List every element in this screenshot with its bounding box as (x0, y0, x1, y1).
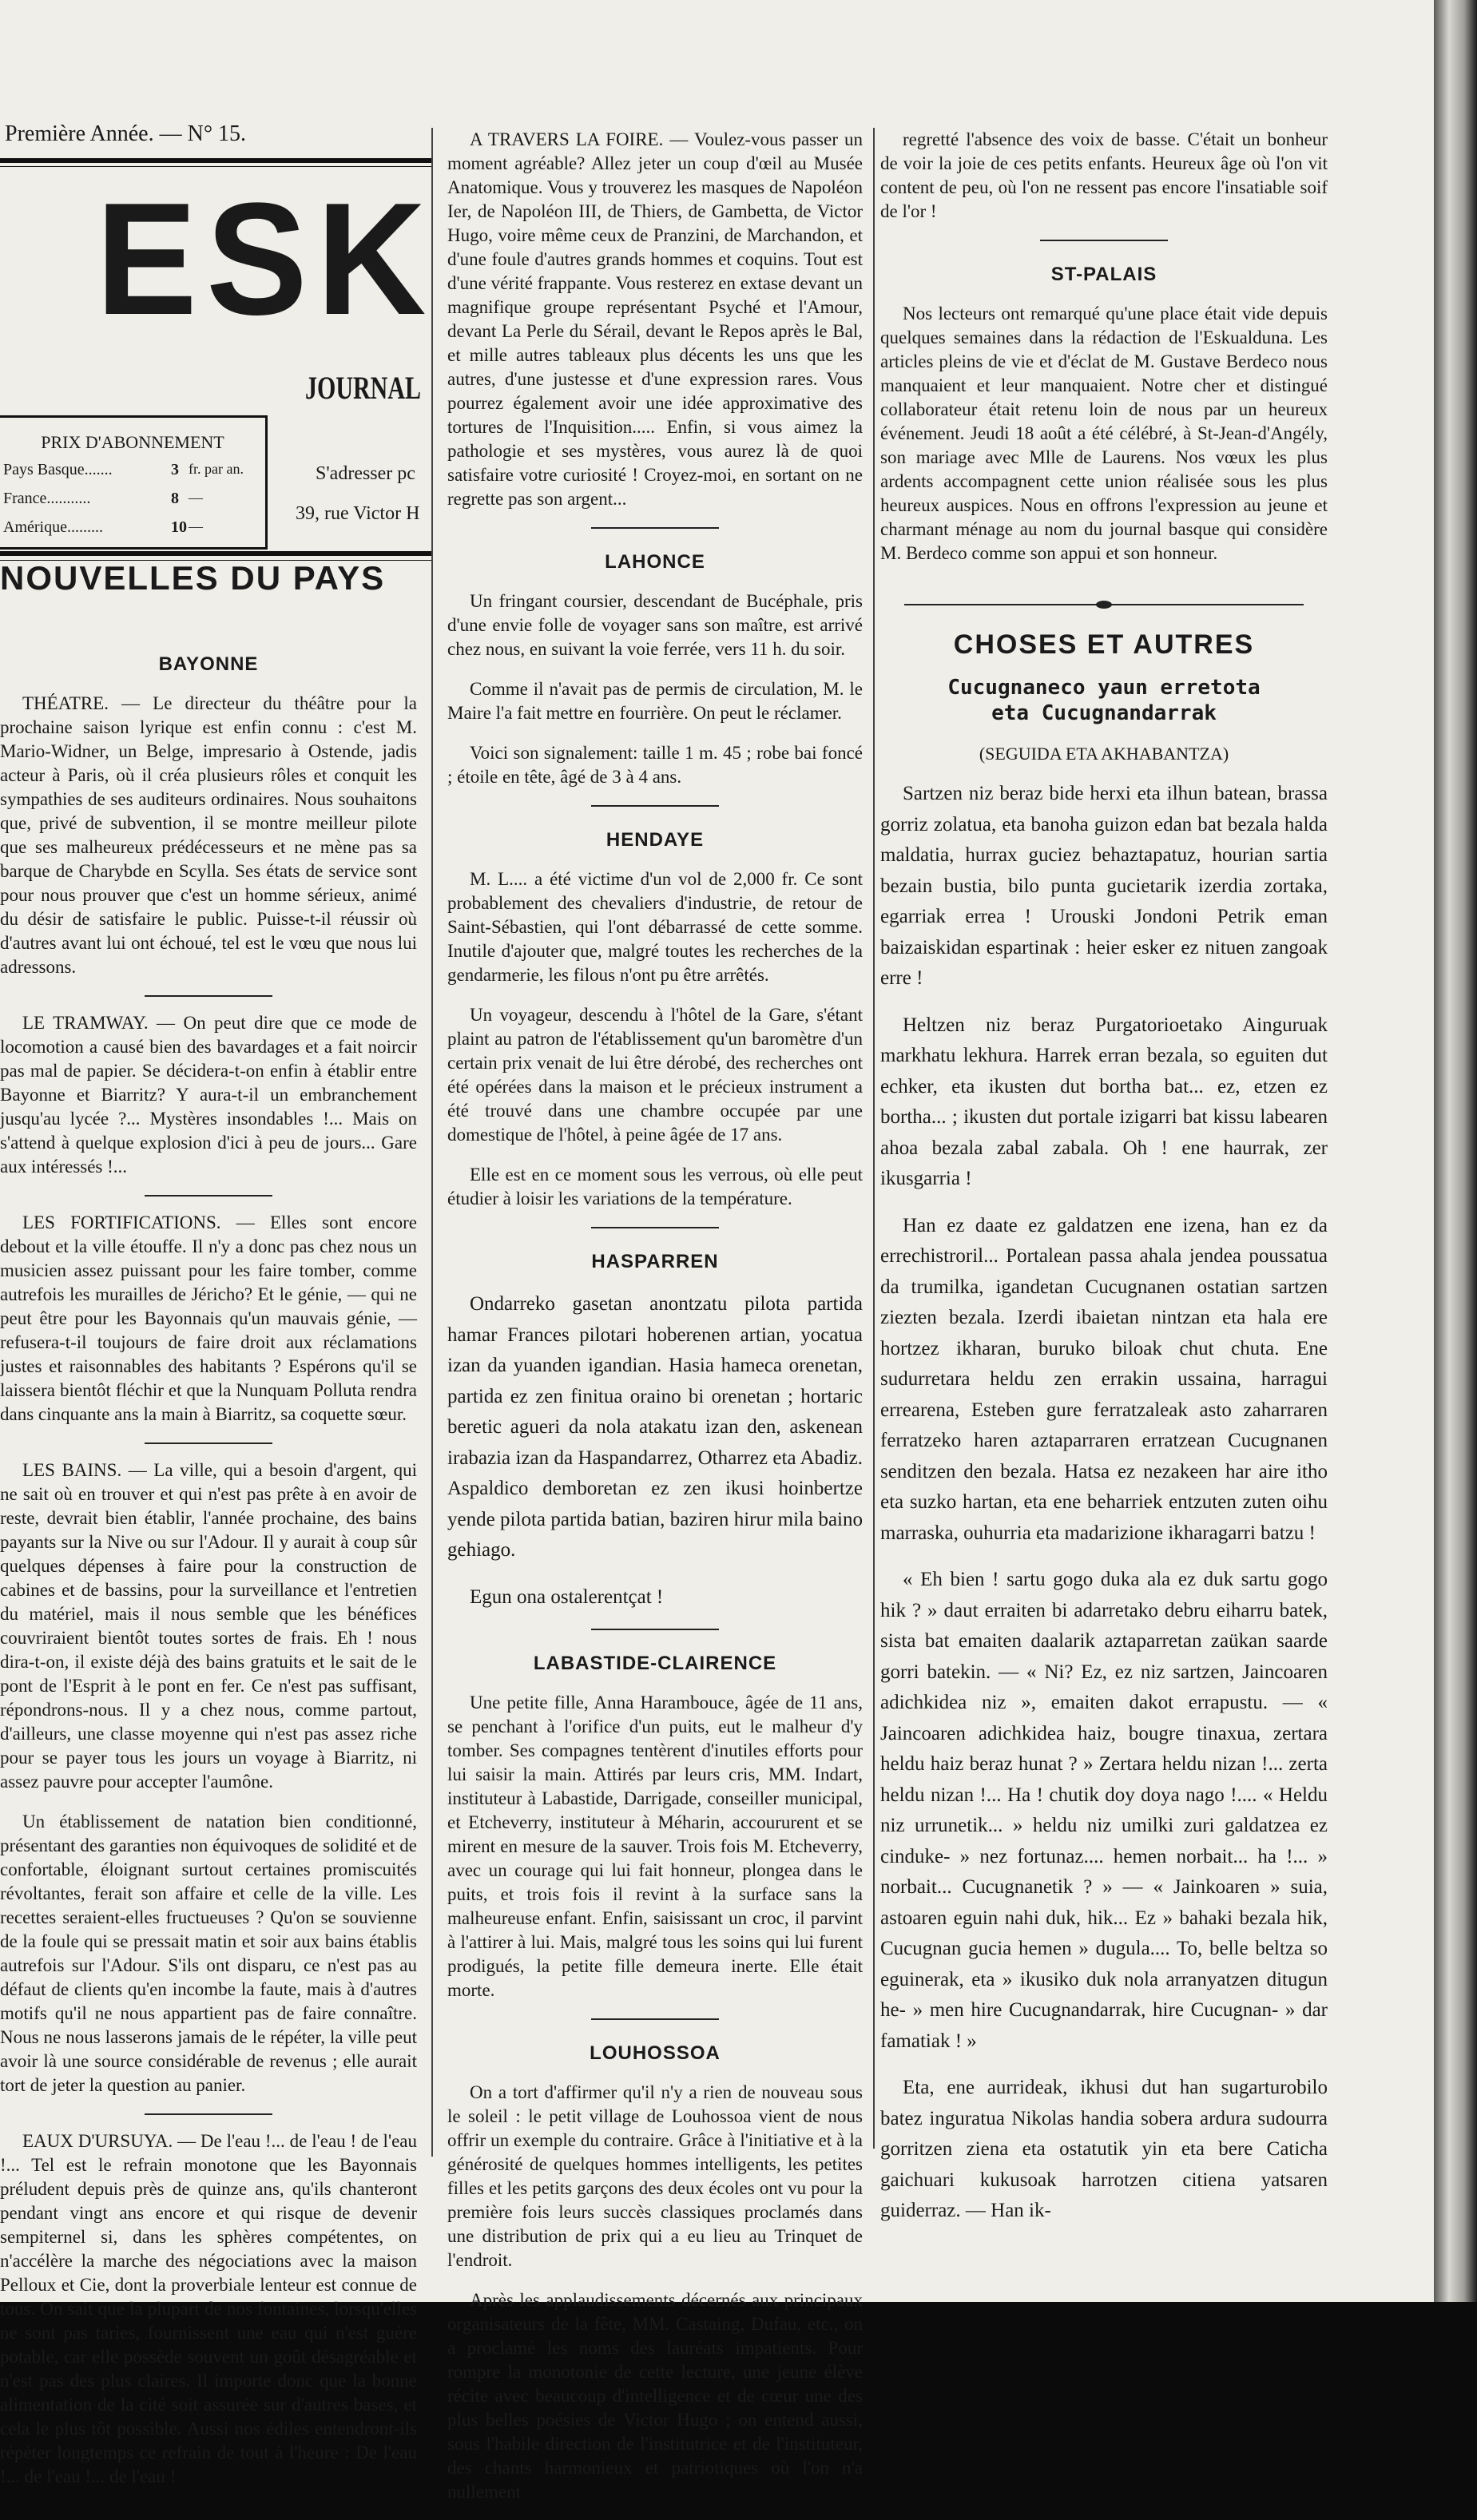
issue-number: Première Année. — N° 15. (5, 121, 247, 146)
heading-bayonne: BAYONNE (158, 653, 259, 675)
heading-choses-et-autres: CHOSES ET AUTRES (953, 629, 1255, 660)
louhossoa-p2: Après les applaudissements décernés aux principaux organisateurs de la fête, MM. Castaing, Dufau, etc., on a proclamé les noms des lauréats impatients. Pour rompre la monotonie de cette lecture, une jeune élève récite avec beaucoup d'intelligence et de cœur une des plus belles poésies de Victor Hugo ; on entend aussi, sous l'habile direction de l'institutrice et de l'instituteur, des chants harmonieux et patriotiques où l'on n'a nullement (447, 2290, 863, 2502)
divider (1040, 240, 1168, 241)
heading-louhossoa: LOUHOSSOA (590, 2042, 721, 2064)
row-value: 8 (171, 490, 179, 507)
article-foire: A TRAVERS LA FOIRE. — Voulez-vous passer un moment agréable? Allez jeter un coup d'œil au Musée Anatomique. Vous y trouverez les masques de Napoléon Ier, de Napoléon III, de Thiers, de Gambetta, de Victor Hugo, voire même ceux de Pranzini, de Marchandon, et d'une foule d'autres grands hommes et coquins. Tout est d'une vérité frappante. Vous resterez en extase devant un magnifique groupe représentant Psyché et l'Amour, devant La Perle du Sérail, devant le Repos après le Bal, et mille autres tableaux plus décents les uns que les autres, d'une justesse et d'une expression rares. Vous pourrez également avoir une idée approximative des tortures de l'Inquisition..... Enfin, si vous aimez la pathologie et ses mystères, vous aurez là de quoi satisfaire votre curiosité ! Croyez-moi, en sortant on ne regrette pas son argent... (447, 129, 863, 509)
story-p5: Eta, ene aurrideak, ikhusi dut han sugarturobilo batez inguratua Nikolas handia sobera ardura sudourra gorritzen ziena eta ostatutik yin eta bere Caticha gaichuari kukusoak harrotzen citiena yatsaren guiderraz. — Han ik- (880, 2077, 1328, 2221)
divider (591, 805, 719, 807)
masthead-rule-thin (0, 166, 431, 167)
masthead-bottom-rule (0, 551, 431, 556)
story-title-1: Cucugnaneco yaun erretota (947, 676, 1261, 700)
subscription-row (3, 461, 265, 482)
story-p3: Han ez daate ez galdatzen ene izena, han ez da errechistroril... Portalean passa ahala jendea poussatua da trumilka, igandetan Cucugnanen ostatian sartzen ziezten bezala. Izerdi ibaietan nintzan eta hala ere hortzez ikharan, buruko biloak chut chuta. Ene sudurretara heldu zen errakin ussaina, harragui errearena, Esteben gure ferratzaleak asto zaharraren ferratzeko haren aztaparraren erratzean Cucugnanen senditzen den bezala. Hatsa ez nezakeen har aire itho eta suzko hartan, eta ene beharriek entzuten zuten oihu marraska, ouhurria eta madarizione ikharagarri batzu ! (880, 1214, 1328, 1544)
hasparren-p1: Ondarreko gasetan anontzatu pilota partida hamar Frances pilotari hoberenen artian, yocatua izan da yuanden igandian. Hasia hameca orenetan, partida ez zen finitua oraino bi orenetan ; hortaric beretic agueri da nola atakatu izan den, askenean irabazia izan da Haspandarrez, Otharrez eta Abadiz. Aspaldico demboretan ez zen ikusi hoinbertze yende pilota partida batian, baziren hirur mila baino gehiago. (447, 1293, 863, 1561)
row-label: Pays Basque....... (3, 461, 113, 478)
row-label: France........... (3, 490, 91, 507)
story-p1: Sartzen niz beraz bide herxi eta ilhun batean, brassa gorriz zolatua, eta banoha guizon edan bat bezala halda maldatia, hurrax guciez behaztapatuz, hourian sartia bezain bustia, bilo punta gucietarik izerdia zortaka, egarriak errea ! Urouski Jondoni Petrik eman baizaiskidan espartinak : heier esker ez nituen zangoak erre ! (880, 783, 1328, 989)
address-line-1: S'adresser pc (316, 463, 415, 484)
story-p4: « Eh bien ! sartu gogo duka ala ez duk sartu gogo hik ? » daut erraiten bi adarretako debru eiharru batek, sista bat emaiten daalarik aztaparretan zaükan saarde gorri batekin. — « Ni? Ez, ez niz sartzen, Jaincoaren adichkidea niz », emaiten dakot errapustu. — « Jaincoaren adichkidea haiz, bougre tinaxua, zertara heldu haiz beraz hunat ? » Zertara heldu nizan !... zerta heldu nizan !... Ha ! chutik doy doya nago !.... « Heldu niz urrunetik... » heldu niz umilki zuri galdatzea ez cinduke- » nez fortunaz.... hemen norbait... ha !... » norbait... Cucugnanetik ? » — « Jainkoaren » suia, astoaren eguin nahi duk, hik... Ez » bahaki bezala hik, Cucugnan gucia hemen » dugula.... To, belle beltza so eguinerak, eta » ikusiko duk nola arranyatzen ditugun he- » men hire Cucugnandarrak, hire Cucugnan- » dar famatiak ! » (880, 1569, 1328, 2052)
row-label: Amérique......... (3, 518, 103, 536)
heading-labastide: LABASTIDE-CLAIRENCE (533, 1653, 777, 1674)
heading-hendaye: HENDAYE (605, 829, 705, 851)
divider (591, 527, 719, 529)
subscription-row (3, 518, 265, 539)
address-line-2: 39, rue Victor H (296, 503, 420, 524)
page-edge (1434, 0, 1477, 2302)
divider (145, 2113, 272, 2115)
column-rule (431, 128, 433, 2157)
article-bains: LES BAINS. — La ville, qui a besoin d'argent, qui ne sait où en trouver et qui n'est pas prête à en avoir de reste, devrait bien établir, l'année prochaine, des bains payants sur la Nive ou sur l'Adour. Il y aurait à coup sûr quelques dépenses à faire pour la construction de cabines et de bassins, pour la surveillance et l'entretien du matériel, mais il nous semble que les bénéfices couvriraient bientôt toutes sortes de frais. Eh ! nous dira-t-on, il existe déjà des bains gratuits et le sait de le pont de l'Esprit à le pont en fer. Ce n'est pas suffisant, répondrons-nous. Il y a chez nous, comme partout, d'ailleurs, une classe moyenne qui n'est pas assez riche pour se payer tous les jours un voyage à Biarritz, ni assez pauvre pour accepter l'aumône. (0, 1460, 417, 1792)
heading-st-palais: ST-PALAIS (1050, 264, 1157, 285)
column-2 (447, 128, 863, 2520)
hendaye-p2: Un voyageur, descendu à l'hôtel de la Gare, s'étant plaint au patron de l'établissement qu'un baromètre d'un certain prix venait de lui être dérobé, des recherches ont été opérées dans la maison et le précieux instrument a été trouvé dans une chambre occupée par une domestique de l'hôtel, à peine âgée de 17 ans. (447, 1005, 863, 1145)
divider (591, 1227, 719, 1228)
divider (591, 1629, 719, 1630)
louhossoa-p1: On a tort d'affirmer qu'il n'y a rien de nouveau sous le soleil : le petit village de Louhossoa vient de nous offrir un exemple du contraire. Grâce à l'initiative et à la générosité de quelques hommes intelligents, les petites filles et les petits garçons des deux écoles ont vu pour la première fois leurs succès classiques proclamés dans une distribution de prix qui a eu lieu au Trinquet de l'endroit. (447, 2082, 863, 2270)
heading-lahonce: LAHONCE (605, 551, 705, 573)
row-unit: fr. par an. (189, 461, 244, 477)
article-theatre: THÉATRE. — Le directeur du théâtre pour la prochaine saison lyrique est enfin connu : c'est M. Mario-Widner, un Belge, impresario à Ostende, jadis acteur à Paris, où il créa plusieurs rôles et conquit les sympathies de ses auditeurs ordinaires. Nous souhaitons que, privé de subvention, il se montre meilleur pilote que ses malheureux prédécesseurs et ne mène pas sa barque de Charybde en Scylla. Ses états de service sont pour nous prouver que c'est un homme sérieux, animé du désir de satisfaire le public. Puisse-t-il réussir où d'autres avant lui ont échoué, tel est le vœu que nous lui adressons. (0, 693, 417, 977)
story-title-2: eta Cucugnandarrak (991, 701, 1217, 725)
journal-label: JOURNAL (305, 370, 422, 406)
article-eaux: EAUX D'URSUYA. — De l'eau !... de l'eau ! de l'eau !... Tel est le refrain monotone que les Bayonnais préludent depuis près de quinze ans, qu'ils chanteront pendant vingt ans encore et qui risque de devenir sempiternel si, dans les sphères compétentes, on n'accélère la marche des négociations avec la maison Pelloux et Cie, dont la proverbiale lenteur est connue de tous. On sait que la plupart de nos fontaines, lorsqu'elles ne sont pas taries, fournissent une eau qui n'est guère potable, car elle possède souvent un goût désagréable et n'est pas des plus claires. Il importe donc que la bonne alimentation de la cité soit assurée sur d'autres bases, et cela le plus tôt possible. Aussi nos édiles entendront-ils répéter longtemps ce refrain de tout à l'heure : De l'eau !... de l'eau !... de l'eau ! (0, 2131, 417, 2486)
subscription-title: PRIX D'ABONNEMENT (41, 432, 224, 452)
section-title: NOUVELLES DU PAYS (0, 559, 386, 597)
subscription-box (0, 415, 268, 550)
hasparren-p2: Egun ona ostalerentçat ! (470, 1585, 664, 1608)
hendaye-p3: Elle est en ce moment sous les verrous, où elle peut étudier à loisir les variations de la température. (447, 1165, 863, 1208)
masthead-rule (0, 158, 431, 163)
column-rule (873, 128, 875, 2149)
subscription-row (3, 490, 265, 510)
lahonce-p1: Un fringant coursier, descendant de Bucéphale, pris d'une envie folle de voyager sans son maître, est arrivé chez nous, en suivant la voie ferrée, vers 11 h. du soir. (447, 591, 863, 659)
row-value: 3 (171, 461, 179, 478)
article-fortifications: LES FORTIFICATIONS. — Elles sont encore debout et la ville étouffe. Il n'y a donc pas chez nous un musicien assez puissant pour les faire tomber, comme autrefois les murailles de Jéricho? Et le génie, — qui ne peut être pour les Bayonnais qu'un mauvais génie, — refusera-t-il toujours de faire droit aux réclamations justes et raisonnables des habitants ? Espérons qu'il se laissera bientôt fléchir et que la Nunquam Polluta rendra dans cinquante ans la main à Biarritz, sa coquette sœur. (0, 1212, 417, 1424)
column-1 (0, 631, 417, 2505)
louhossoa-continued: regretté l'absence des voix de basse. C'était un bonheur de voir la joie de ces petits enfants. Heureux âge où l'on vit content de peu, où l'on ne ressent pas encore l'insatiable soif de l'or ! (880, 129, 1328, 221)
hendaye-p1: M. L.... a été victime d'un vol de 2,000 fr. Ce sont probablement des chevaliers d'industrie, de retour de Saint-Sébastien, qui l'ont débarrassé de cette somme. Inutile d'ajouter que, malgré toutes les recherches de la gendarmerie, les filous n'ont pu être arrêtés. (447, 869, 863, 985)
heading-hasparren: HASPARREN (591, 1251, 719, 1272)
row-value: 10 (171, 518, 187, 536)
article-tramway: LE TRAMWAY. — On peut dire que ce mode de locomotion a causé bien des bavardages et a fait noircir pas mal de papier. Se décidera-t-on enfin à établir entre Bayonne et Biarritz? Y aura-t-il un embranchement jusqu'au lycée ?... Mystères insondables !... Mais on s'attend à quelque explosion d'ici à peu de jours... Gare aux intéressés !... (0, 1013, 417, 1177)
divider (145, 1195, 272, 1197)
story-subtitle: (SEGUIDA ETA AKHABANTZA) (979, 744, 1229, 764)
divider (591, 2018, 719, 2020)
divider (145, 1443, 272, 1444)
newspaper-logo: ESK (96, 170, 435, 348)
story-p2: Heltzen niz beraz Purgatorioetako Ainguruak markhatu lekhura. Harrek erran bezala, so eguiten dut echker, eta ikusten dut bortha bat... ez, etzen ez bortha... ; ikusten dut portale izigarri bat kissu labearen ahoa bezala zabal zabala. Oh ! ene haurrak, zer ikusgarria ! (880, 1014, 1328, 1189)
divider (145, 995, 272, 997)
lahonce-p3: Voici son signalement: taille 1 m. 45 ; robe bai foncé ; étoile en tête, âgé de 3 à 4 ans. (447, 743, 863, 787)
st-palais-p1: Nos lecteurs ont remarqué qu'une place était vide depuis quelques semaines dans la rédaction de l'Eskualduna. Les articles pleins de vie et d'éclat de M. Gustave Berdeco nous manquaient et leur manquaient. Notre cher et distingué collaborateur était retenu loin de nous par un heureux événement. Jeudi 18 août a été célébré, à St-Jean-d'Angély, son mariage avec Mlle de Laurens. Nos vœux les plus ardents accompagnent cette union réalisée sous les plus heureux auspices. Nous en offrons l'expression au jeune et charmant ménage au nom du journal basque qui considère M. Berdeco comme son appui et son honneur. (880, 304, 1328, 563)
lahonce-p2: Comme il n'avait pas de permis de circulation, M. le Maire l'a fait mettre en fourrière. On peut le réclamer. (447, 679, 863, 723)
ornament-divider (904, 602, 1304, 607)
labastide-p1: Une petite fille, Anna Harambouce, âgée de 11 ans, se penchant à l'orifice d'un puits, eut le malheur d'y tomber. Ses compagnes tentèrent d'inutiles efforts pour lui saisir la main. Attirés par leurs cris, MM. Indart, instituteur à Labastide, Darrigade, conseiller municipal, et Etcheverry, instituteur à Méharin, accoururent et se mirent en mesure de la sauver. Trois fois M. Etcheverry, avec un courage qui lui fait honneur, plongea dans le puits, et trois fois il revint à la surface sans la malheureuse enfant. Enfin, saisissant un croc, il parvint à l'attirer à lui. Mais, malgré tous les soins qui lui furent prodigués, la petite fille demeura inerte. Elle était morte. (447, 1693, 863, 2000)
row-unit: — (189, 490, 203, 506)
column-3 (880, 128, 1328, 2243)
article-bains-2: Un établissement de natation bien conditionné, présentant des garanties non équivoques de solidité et de confortable, éloignant surtout certaines promiscuités révoltantes, ferait son affaire et celle de la ville. Les recettes seraient-elles fructueuses ? Qu'on se souvienne de la foule qui se pressait matin et soir aux bains établis autrefois sur l'Adour. S'ils ont disparu, ce n'est pas au défaut de clients qu'en incombe la faute, mais à d'autres motifs qu'il ne nous appartient pas de faire connaître. Nous ne nous lasserons jamais de le répéter, la ville peut avoir là une source considérable de revenus ; elle aurait tort de jeter la question au panier. (0, 1812, 417, 2095)
row-unit: — (189, 518, 203, 534)
